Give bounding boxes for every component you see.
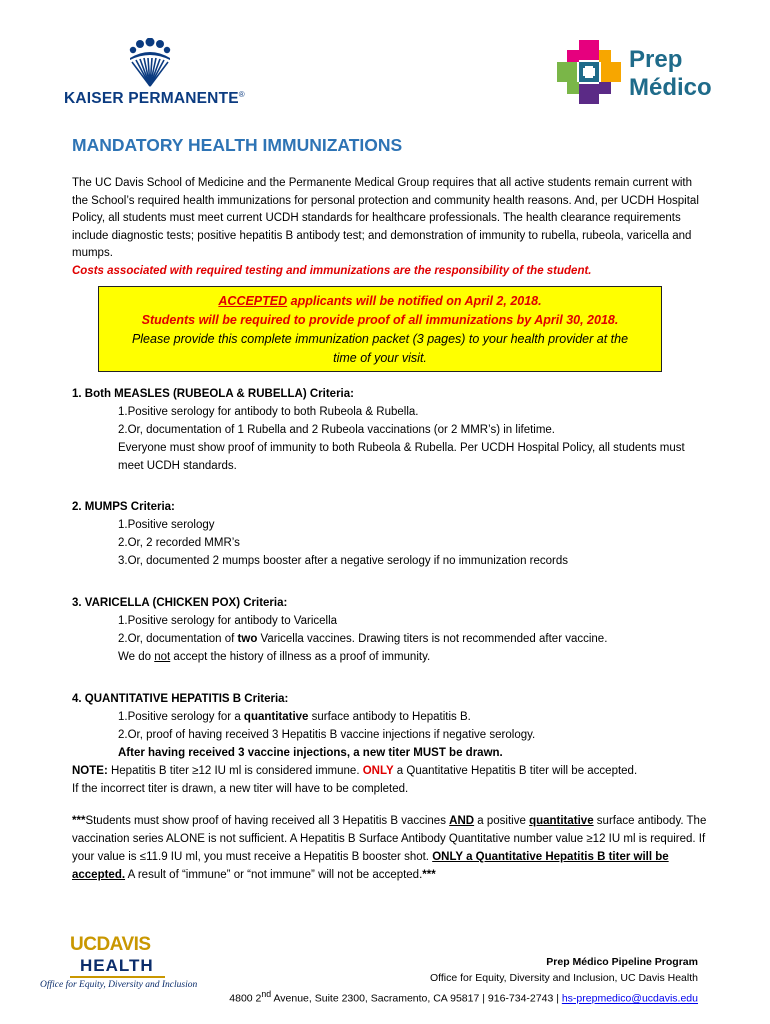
- kaiser-people-icon: [126, 38, 174, 88]
- footer-office: Office for Equity, Diversity and Inclusion, UC Davis Health: [429, 972, 698, 984]
- intro-paragraph: [72, 175, 702, 280]
- students-paragraph: ***Students must show proof of having received all 3 Hepatitis B vaccines AND a positive quantitative surface antibody. The vaccination series ALONE is not sufficient. A Hepatitis B Surface Antibody Quantitative number value ≥12 IU ml is required. If your value is ≤11.9 IU ml, you must receive a Hepatitis B booster shot. ONLY a Quantitative Hepatitis B titer will be accepted. A result of “immune” or “not immune” will not be accepted.***: [72, 815, 707, 881]
- measles-section: [72, 385, 712, 475]
- notice-line2: Students will be required to provide proof of all immunizations by April 30, 2018.: [141, 313, 619, 327]
- kaiser-permanente-logo: [64, 38, 254, 110]
- footer-address: 4800 2nd Avenue, Suite 2300, Sacramento, CA 95817 | 916-734-2743 | hs-prepmedico@ucdavis.edu: [229, 989, 698, 1005]
- cost-note: Costs associated with required testing and immunizations are the responsibility of the student.: [72, 264, 592, 277]
- prep-medico-logo: [557, 40, 727, 108]
- hepb-note-2: If the incorrect titer is drawn, a new titer will have to be completed.: [72, 783, 409, 795]
- hepb-item-3: After having received 3 vaccine injections, a new titer MUST be drawn.: [118, 747, 503, 759]
- notice-box: [98, 286, 662, 372]
- varicella-section: [72, 594, 712, 666]
- varicella-item-2: 2.Or, documentation of two Varicella vaccines. Drawing titers is not recommended after vaccine.: [118, 633, 608, 645]
- mumps-heading: 2. MUMPS Criteria:: [72, 501, 175, 513]
- measles-heading: 1. Both MEASLES (RUBEOLA & RUBELLA) Criteria:: [72, 388, 354, 400]
- mumps-item-1: 1.Positive serology: [118, 519, 215, 531]
- kaiser-wordmark: KAISER PERMANENTE®: [64, 90, 245, 108]
- prep-wordmark: Prep: [629, 46, 683, 73]
- ucdavis-health-logo: [40, 934, 210, 994]
- notice-line3: Please provide this complete immunization packet (3 pages) to your health provider at the time of your visit.: [131, 332, 629, 365]
- footer-contact: [229, 954, 698, 1007]
- ucdavis-wordmark: UCDAVIS: [70, 934, 151, 955]
- measles-note: Everyone must show proof of immunity to both Rubeola & Rubella. Per UCDH Hospital Policy, all students must meet UCDH standards.: [118, 442, 685, 472]
- medico-wordmark: Médico: [629, 74, 712, 101]
- notice-line1: ACCEPTED applicants will be notified on April 2, 2018.: [218, 294, 542, 308]
- varicella-heading: 3. VARICELLA (CHICKEN POX) Criteria:: [72, 597, 288, 609]
- measles-item-2: 2.Or, documentation of 1 Rubella and 2 Rubeola vaccinations (or 2 MMR’s) in lifetime.: [118, 424, 556, 436]
- intro-text: The UC Davis School of Medicine and the Permanente Medical Group requires that all active students remain current with the School’s required health immunizations for personal protection and community health reasons. And, per UCDH Hospital Policy, all students must meet current UCDH standards for healthcare professionals. The health clearance requirements include diagnostic tests; positive hepatitis B antibody test; and demonstration of immunity to rubella, rubeola, varicella and mumps.: [72, 177, 699, 259]
- hepb-note: NOTE: Hepatitis B titer ≥12 IU ml is considered immune. ONLY a Quantitative Hepatitis B titer will be accepted.: [72, 765, 638, 777]
- page-title: MANDATORY HEALTH IMMUNIZATIONS: [72, 135, 403, 155]
- hepb-item-2: 2.Or, proof of having received 3 Hepatitis B vaccine injections if negative serology.: [118, 729, 536, 741]
- prep-medico-cross-icon: [557, 40, 621, 104]
- hepb-item-1: 1.Positive serology for a quantitative surface antibody to Hepatitis B.: [118, 711, 471, 723]
- mumps-item-3: 3.Or, documented 2 mumps booster after a negative serology if no immunization records: [118, 555, 569, 567]
- health-wordmark: HEALTH: [80, 956, 154, 975]
- footer-program: Prep Médico Pipeline Program: [546, 956, 698, 968]
- logo-divider: [70, 976, 165, 978]
- email-link[interactable]: hs-prepmedico@ucdavis.edu: [561, 992, 698, 1005]
- hepb-heading: 4. QUANTITATIVE HEPATITIS B Criteria:: [72, 693, 289, 705]
- office-tagline: Office for Equity, Diversity and Inclusion: [40, 980, 198, 990]
- mumps-section: [72, 498, 712, 570]
- varicella-note: We do not accept the history of illness as a proof of immunity.: [118, 651, 431, 663]
- measles-item-1: 1.Positive serology for antibody to both Rubeola & Rubella.: [118, 406, 419, 418]
- hepb-section: [72, 690, 712, 798]
- varicella-item-1: 1.Positive serology for antibody to Varicella: [118, 615, 338, 627]
- mumps-item-2: 2.Or, 2 recorded MMR’s: [118, 537, 240, 549]
